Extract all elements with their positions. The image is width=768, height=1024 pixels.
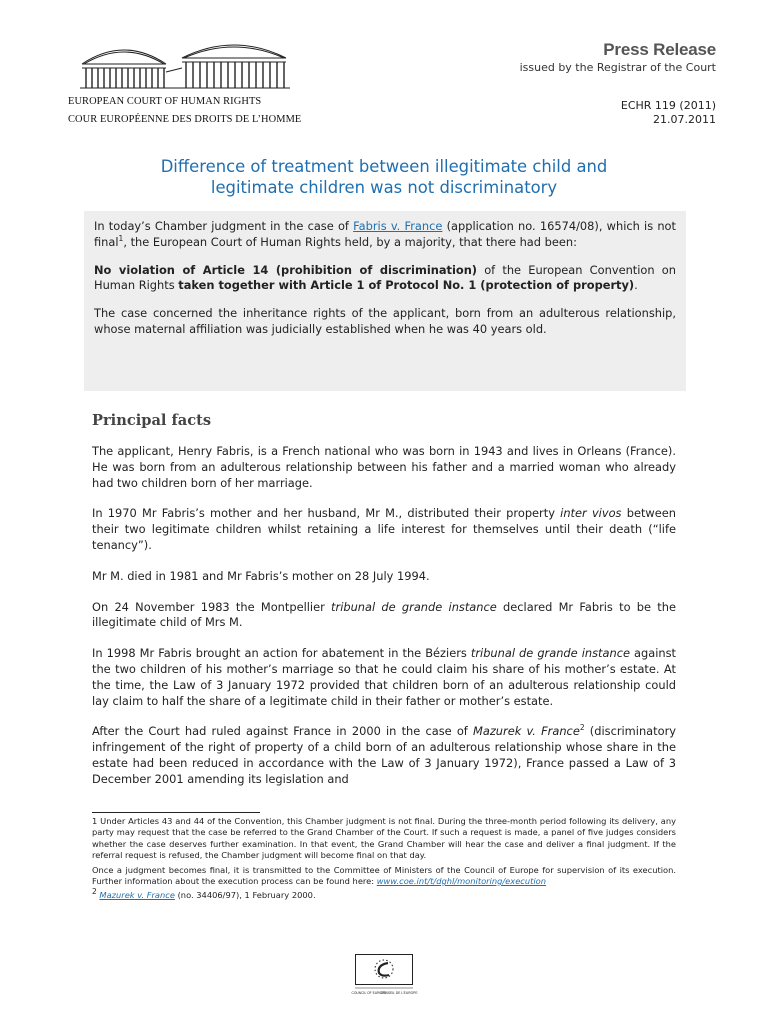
footnote-text: Once a judgment becomes final, it is transmitted to the Committee of Ministers of the Council of Europe for supervision of its execution. Further information about the execution process can be found here: [92,864,676,887]
body-span: between their two legitimate children whilst retaining a life interest for themselves until their death (“life tenancy”). [92,506,676,552]
summary-text: In today’s Chamber judgment in the case of [94,219,354,233]
body-span: In 1998 Mr Fabris brought an action for abatement in the Béziers [92,646,471,661]
summary-text: of the European Convention on Human Rights [94,262,676,293]
court-building-icon [78,38,292,90]
body-span: On 24 November 1983 the Montpellier [92,599,332,614]
case-link[interactable]: Fabris v. France [353,219,443,233]
council-of-europe-icon [351,954,418,996]
footnote-1-continued [92,865,676,888]
violation-finding: No violation of Article 14 (prohibition of discrimination) [94,262,478,277]
facts-paragraph-6 [92,724,676,787]
press-release-block [520,40,716,74]
protocol-reference: taken together with Article 1 of Protocol No. 1 (protection of property) [178,278,635,293]
headline-line-2: legitimate children was not discriminatory [210,178,558,197]
footnote-ref: 2 [579,723,585,733]
summary-box [84,211,686,391]
summary-text: , the European Court of Human Rights held, by a majority, that there had been: [123,234,577,249]
court-name-en: EUROPEAN COURT OF HUMAN RIGHTS [68,96,262,107]
footnote-2 [92,887,676,901]
summary-text: (application no. 16574/08), which is not final [94,219,676,249]
footnote-divider [92,812,260,813]
execution-link[interactable]: www.coe.int/t/dghl/monitoring/execution [376,876,547,887]
court-name-fr: COUR EUROPÉENNE DES DROITS DE L’HOMME [68,114,302,125]
footnote-number: 2 [92,887,97,897]
footnote-text: (no. 34406/97), 1 February 2000. [174,890,316,901]
body-span: After the Court had ruled against France in 2000 in the case of [92,724,474,739]
facts-paragraph-5 [92,646,676,709]
headline-line-1: Difference of treatment between illegitimate child and [160,157,608,176]
footnote-1: 1 Under Articles 43 and 44 of the Convention, this Chamber judgment is not final. During the three-month period following its delivery, any party may request that the case be referred to the Grand Chamber of the Court. If such a request is made, a panel of five judges considers whether the case deserves further examination. In that event, the Grand Chamber will hear the case and deliver a final judgment. If the referral request is refused, the Chamber judgment will become final on that day. [92,816,676,861]
section-heading: Principal facts [92,412,212,429]
summary-text: . [634,278,638,293]
footnote-ref: 1 [118,234,124,243]
mazurek-link[interactable]: Mazurek v. France [99,890,175,901]
body-emphasis: Mazurek v. France [473,724,580,739]
footnotes [92,816,676,905]
facts-paragraph-4 [92,600,676,632]
body-text [92,412,676,803]
body-emphasis: tribunal de grande instance [331,599,497,614]
issued-by: issued by the Registrar of the Court [519,61,716,74]
press-release-title: Press Release [603,40,716,59]
body-span: In 1970 Mr Fabris’s mother and her husband, Mr M., distributed their property [92,506,561,521]
release-date: 21.07.2011 [653,113,716,126]
body-span: against the two children of his mother’s marriage so that he could claim his share of his mother’s estate. At the time, the Law of 3 January 1972 provided that children born of an adulterous relationship could lay claim to half the share of a legitimate child in their father or mother’s estate. [92,646,676,708]
facts-paragraph-3: Mr M. died in 1981 and Mr Fabris’s mother on 28 July 1994. [92,568,430,583]
summary-paragraph-3: The case concerned the inheritance rights of the applicant, born from an adulterous relationship, whose maternal affiliation was judicially established when he was 40 years old. [94,306,676,336]
summary-paragraph-2 [94,263,676,295]
council-of-europe-logo [351,954,418,996]
body-span: (discriminatory infringement of the right of property of a child born of an adulterous relationship whose share in the estate had been reduced in accordance with the Law of 3 January 1972), France passed a Law of 3 December 2001 amending its legislation and [92,724,677,786]
court-logo [68,38,304,126]
headline [92,156,676,198]
logo-caption-fr: CONSEIL DE L'EUROPE [380,991,418,995]
body-span: declared Mr Fabris to be the illegitimate child of Mrs M. [92,599,676,630]
reference-block [621,99,716,127]
body-emphasis: inter vivos [560,506,622,521]
logo-caption-en: COUNCIL OF EUROPE [351,991,387,995]
facts-paragraph-1: The applicant, Henry Fabris, is a French national who was born in 1943 and lives in Orleans (France). He was born from an adulterous relationship between his father and a married woman who already had two children born of her marriage. [92,444,676,490]
summary-paragraph-1 [94,219,676,251]
facts-paragraph-2 [92,506,676,553]
reference-number: ECHR 119 (2011) [620,99,716,112]
body-emphasis: tribunal de grande instance [470,646,630,661]
